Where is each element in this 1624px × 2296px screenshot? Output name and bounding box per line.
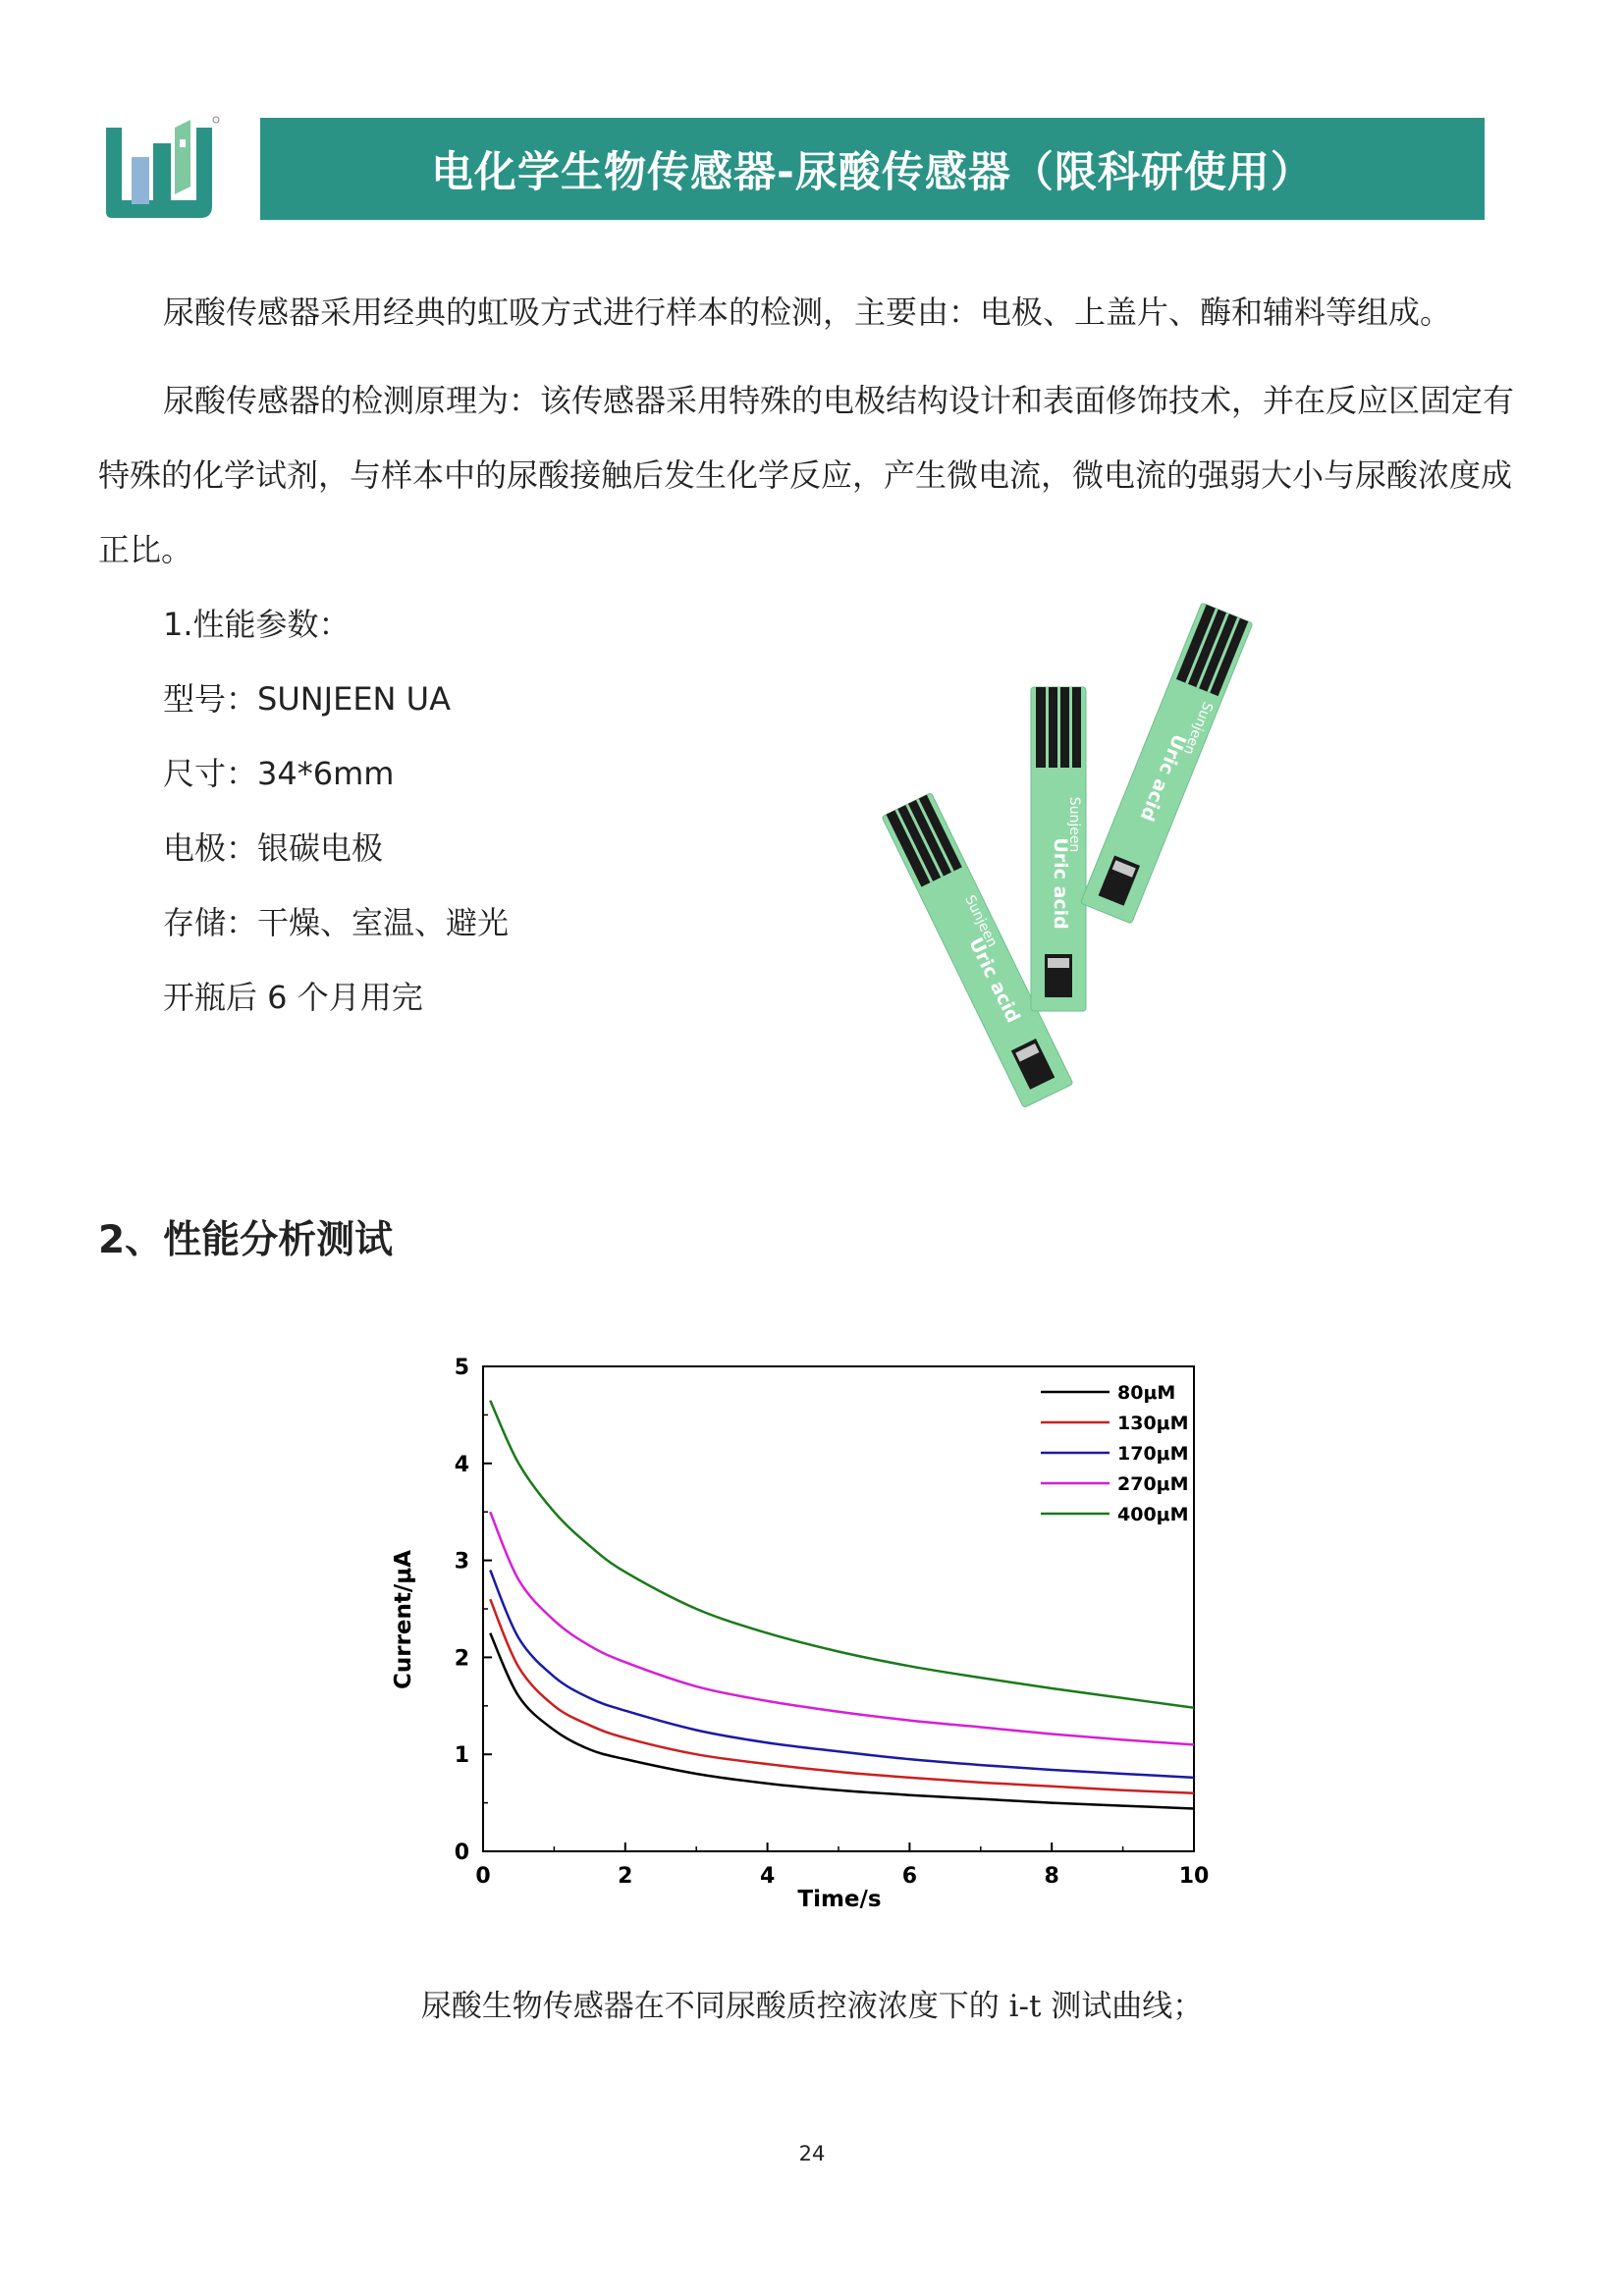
page-number: 24 bbox=[798, 2142, 826, 2165]
section-heading: 2、性能分析测试 bbox=[98, 1218, 394, 1262]
y-tick-label-5: 5 bbox=[454, 1356, 469, 1380]
x-tick-label-1: 2 bbox=[618, 1864, 633, 1889]
y-tick-label-4: 4 bbox=[454, 1452, 469, 1477]
header-title-bar bbox=[260, 118, 1485, 220]
y-axis-label: Current/μA bbox=[391, 1549, 416, 1690]
strip-brand-right: Sunjeen bbox=[1179, 699, 1216, 757]
legend-label-1: 130μM bbox=[1117, 1413, 1189, 1434]
spec-shelf-life: 开瓶后 6 个月用完 bbox=[163, 979, 423, 1016]
spec-size: 尺寸：34*6mm bbox=[163, 755, 395, 792]
spec-storage: 存储：干燥、室温、避光 bbox=[163, 904, 510, 941]
plot-frame bbox=[483, 1366, 1194, 1851]
legend-label-3: 270μM bbox=[1117, 1473, 1189, 1495]
spec-electrode: 电极：银碳电极 bbox=[163, 829, 384, 867]
series-line-0 bbox=[490, 1633, 1194, 1809]
series-line-3 bbox=[490, 1512, 1194, 1744]
spec-model: 型号：SUNJEEN UA bbox=[163, 680, 451, 718]
x-tick-label-3: 6 bbox=[901, 1864, 918, 1889]
strip-label-middle: Uric acid bbox=[1050, 837, 1071, 930]
strip-brand-left: Sunjeen bbox=[961, 892, 1001, 950]
x-axis-label: Time/s bbox=[797, 1887, 882, 1912]
strip-label-right: Uric acid bbox=[1135, 730, 1191, 825]
y-tick-label-3: 3 bbox=[454, 1549, 469, 1575]
chart-caption: 尿酸生物传感器在不同尿酸质控液浓度下的 i-t 测试曲线； bbox=[420, 1989, 1204, 2024]
legend-label-0: 80μM bbox=[1117, 1382, 1176, 1404]
intro-paragraph-1 bbox=[98, 275, 1542, 349]
x-tick-label-5: 10 bbox=[1178, 1864, 1210, 1889]
it-curve-chart bbox=[383, 1335, 1218, 1924]
plot-area bbox=[455, 1356, 1210, 1889]
test-strip-middle bbox=[1031, 687, 1086, 1011]
x-tick-label-4: 8 bbox=[1044, 1864, 1059, 1889]
strip-label-left: Uric acid bbox=[964, 934, 1024, 1027]
x-tick-label-0: 0 bbox=[475, 1864, 491, 1889]
x-tick-label-2: 4 bbox=[759, 1864, 776, 1889]
intro-paragraph-2 bbox=[98, 363, 1542, 587]
test-strips-photo bbox=[864, 589, 1276, 1119]
series-line-1 bbox=[490, 1599, 1194, 1793]
series-line-4 bbox=[490, 1401, 1194, 1708]
series-line-2 bbox=[490, 1570, 1194, 1777]
y-tick-label-0: 0 bbox=[454, 1841, 469, 1865]
legend-label-2: 170μM bbox=[1117, 1443, 1189, 1465]
header-title: 电化学生物传感器-尿酸传感器（限科研使用） bbox=[431, 147, 1314, 197]
specs-heading: 1.性能参数： bbox=[163, 606, 351, 643]
strip-brand-middle: Sunjeen bbox=[1066, 796, 1082, 853]
test-strip-right bbox=[1080, 603, 1253, 924]
company-logo bbox=[102, 114, 220, 222]
y-tick-label-1: 1 bbox=[454, 1743, 469, 1769]
legend-label-4: 400μM bbox=[1117, 1504, 1189, 1525]
y-tick-label-2: 2 bbox=[454, 1646, 469, 1672]
intro-paragraph-1-text: 尿酸传感器采用经典的虹吸方式进行样本的检测，主要由：电极、上盖片、酶和辅料等组成。 bbox=[163, 294, 1452, 331]
intro-paragraph-2-text: 尿酸传感器的检测原理为：该传感器采用特殊的电极结构设计和表面修饰技术，并在反应区固定有特殊的化学试剂，与样本中的尿酸接触后发生化学反应，产生微电流，微电流的强弱大小与尿酸浓度成正比。 bbox=[98, 382, 1515, 568]
